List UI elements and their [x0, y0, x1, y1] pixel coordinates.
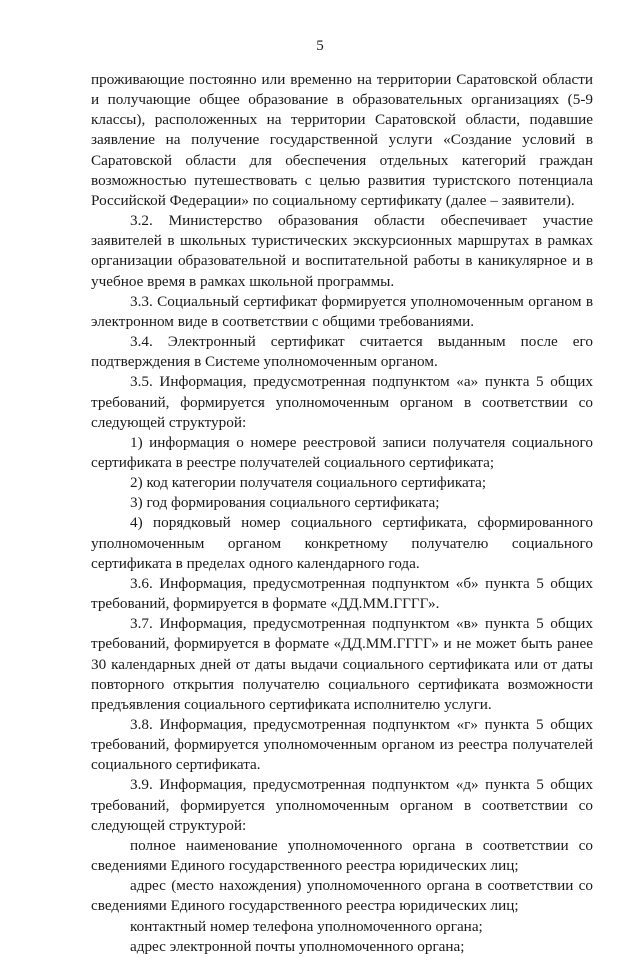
list-item: адрес электронной почты уполномоченного органа; — [130, 937, 465, 955]
paragraph: 3.8. Информация, предусмотренная подпунктом «г» пункта 5 общих требований, формируется уполномоченным органом из реестра получателей социального сертификата. — [91, 716, 593, 774]
paragraph: 3.3. Социальный сертификат формируется уполномоченным органом в электронном виде в соответствии с общими требованиями. — [91, 292, 593, 330]
paragraph: 3.5. Информация, предусмотренная подпунктом «а» пункта 5 общих требований, формируется уполномоченным органом в соответствии со следующей структурой: — [91, 373, 593, 431]
page-number: 5 — [316, 38, 324, 54]
list-item: 4) порядковый номер социального сертификата, сформированного уполномоченным органом конкретному получателю социального сертификата в пределах одного календарного года. — [91, 514, 593, 572]
list-item: контактный номер телефона уполномоченного органа; — [130, 917, 483, 935]
paragraph: 3.6. Информация, предусмотренная подпунктом «б» пункта 5 общих требований, формируется в формате «ДД.ММ.ГГГГ». — [91, 574, 593, 613]
paragraph: 3.2. Министерство образования области обеспечивает участие заявителей в школьных туристических экскурсионных маршрутах в рамках организации образовательной и воспитательной работы в каникулярное и в учебное время в рамках школьной программы. — [91, 212, 593, 290]
list-item: 1) информация о номере реестровой записи получателя социального сертификата в реестре получателей социального сертификата; — [91, 433, 593, 471]
paragraph: 3.7. Информация, предусмотренная подпунктом «в» пункта 5 общих требований, формируется в формате «ДД.ММ.ГГГГ» и не может быть ранее 30 календарных дней от даты выдачи социального сертификата или от даты повторного открытия получателю социального сертификата возможности предъявления социального сертификата исполнителю услуги. — [91, 615, 593, 713]
list-item: полное наименование уполномоченного органа в соответствии со сведениями Единого государственного реестра юридических лиц; — [91, 836, 593, 875]
list-item: 3) год формирования социального сертификата; — [130, 494, 440, 512]
list-item: 2) код категории получателя социального сертификата; — [130, 474, 487, 492]
paragraph: 3.4. Электронный сертификат считается выданным после его подтверждения в Системе уполномоченным органом. — [91, 333, 593, 371]
paragraph: 3.9. Информация, предусмотренная подпунктом «д» пункта 5 общих требований, формируется уполномоченным органом в соответствии со следующей структурой: — [91, 776, 593, 834]
list-item: адрес (место нахождения) уполномоченного органа в соответствии со сведениями Единого государственного реестра юридических лиц; — [91, 877, 593, 915]
paragraph: проживающие постоянно или временно на территории Саратовской области и получающие общее образование в образовательных организациях (5-9 классы), расположенных на территории Саратовской области, подавшие заявление на получение государственной услуги «Создание условий в Саратовской области для обеспечения отдельных категорий граждан возможностью путешествовать с целью развития туристского потенциала Российской Федерации» по социальному сертификату (далее – заявители). — [91, 71, 593, 209]
document-body — [91, 70, 593, 957]
